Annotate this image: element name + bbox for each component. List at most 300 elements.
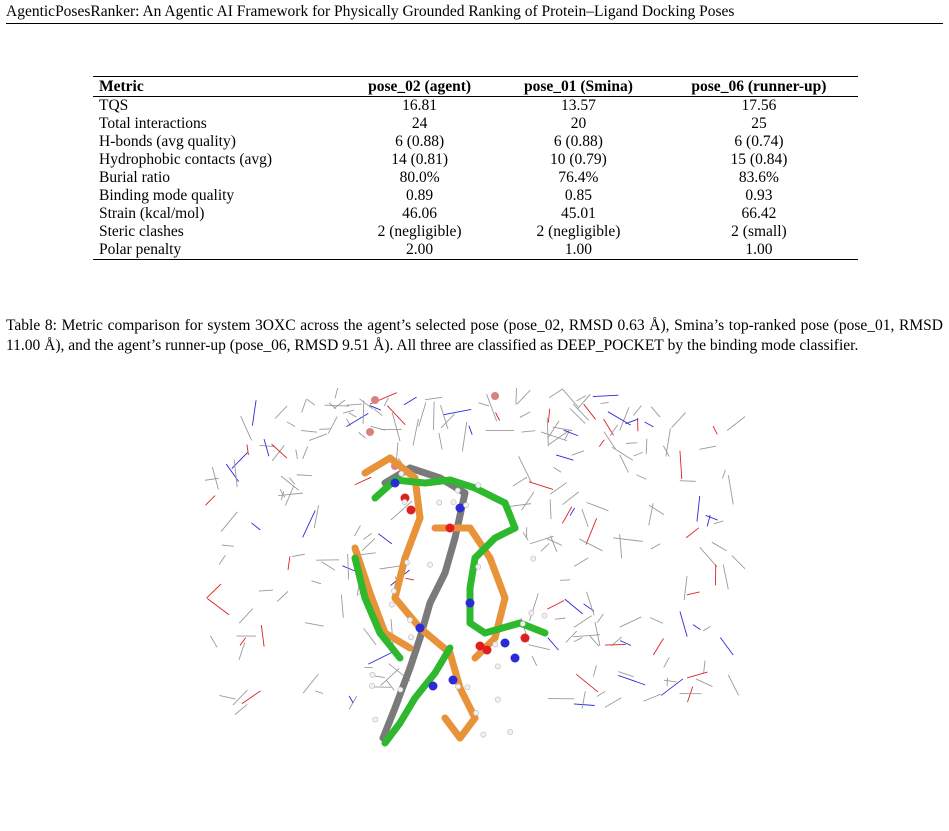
protein-bond <box>697 496 700 522</box>
agent-pose-bond <box>435 648 450 673</box>
protein-bond <box>528 645 549 650</box>
protein-bond <box>590 636 599 646</box>
water-molecule <box>371 396 379 404</box>
protein-bond <box>645 422 654 427</box>
ligand-hydrogen <box>373 717 378 722</box>
protein-bond <box>626 443 637 444</box>
protein-bond <box>550 483 566 495</box>
protein-bond <box>723 565 728 590</box>
ligand-hydrogen <box>369 683 374 688</box>
protein-bond <box>728 475 733 504</box>
protein-bond <box>728 675 738 695</box>
protein-bond <box>355 477 371 485</box>
protein-bond <box>221 512 237 532</box>
protein-bond <box>565 599 583 614</box>
table-row <box>93 115 858 133</box>
table-cell: 46.06 <box>402 205 438 222</box>
protein-bond <box>292 554 305 556</box>
protein-bond <box>704 661 705 674</box>
protein-bond <box>732 556 745 576</box>
protein-bond <box>643 694 661 701</box>
ligand-hydrogen <box>465 685 470 690</box>
table-cell: 6 (0.88) <box>395 133 445 150</box>
protein-bond <box>696 679 713 687</box>
ligand-hydrogen <box>476 564 481 569</box>
protein-bond <box>301 430 317 432</box>
protein-bond <box>328 417 337 434</box>
protein-bond <box>285 486 293 506</box>
table-cell: 24 <box>411 115 428 132</box>
table-cell: 14 (0.81) <box>391 151 449 168</box>
column-header: pose_06 (runner-up) <box>660 77 858 97</box>
ligand-heteroatom <box>407 506 416 515</box>
table-row <box>93 205 858 223</box>
protein-bond <box>354 526 360 537</box>
protein-bond <box>387 406 405 425</box>
protein-bond <box>574 616 592 628</box>
protein-bond <box>620 617 642 627</box>
protein-bond <box>620 455 629 473</box>
protein-bond <box>272 444 287 458</box>
docking-pose-figure <box>205 388 745 788</box>
protein-bond <box>413 419 418 446</box>
table-cell: Polar penalty <box>99 241 182 258</box>
protein-bond <box>593 395 619 396</box>
protein-bond <box>693 625 700 630</box>
ligand-heteroatom <box>521 634 530 643</box>
protein-bond <box>587 502 609 510</box>
protein-bond <box>586 592 594 616</box>
protein-bond <box>664 657 670 667</box>
protein-bond <box>296 450 298 459</box>
column-header: pose_01 (Smina) <box>497 77 660 97</box>
smina-pose-bond <box>395 598 420 628</box>
protein-bond <box>530 593 539 621</box>
protein-bond <box>593 665 596 676</box>
protein-bond <box>312 581 321 584</box>
ligand-hydrogen <box>404 560 409 565</box>
ligand-hydrogen <box>398 687 403 692</box>
caption-text: Table 8: Metric comparison for system 3OXC across the agent’s selected pose (pose_02, RMSD 0.63 Å), Smina’s top-ranked pose (pose_01, RMSD 11.00 Å), and the agent’s runner-up (pose_06, RMSD 9.51 Å). All three are classified as <box>6 317 943 354</box>
ligand-hydrogen <box>437 500 442 505</box>
protein-bond <box>605 698 621 708</box>
protein-bond <box>706 515 718 520</box>
agent-pose-bond <box>400 698 415 723</box>
ligand-heteroatom <box>466 599 475 608</box>
smina-pose-bond <box>490 558 505 598</box>
protein-bond <box>241 416 252 440</box>
protein-bond <box>612 447 633 460</box>
protein-bond <box>297 475 312 476</box>
protein-bond <box>573 635 600 637</box>
protein-bond <box>405 578 414 580</box>
protein-bond <box>334 400 345 408</box>
protein-bond <box>650 617 663 623</box>
protein-bond <box>513 477 527 486</box>
protein-bond <box>226 464 239 482</box>
protein-bond <box>597 614 603 623</box>
protein-bond <box>570 408 585 423</box>
protein-bond <box>314 505 318 528</box>
protein-bond <box>548 638 559 650</box>
agent-pose-bond <box>395 480 425 483</box>
protein-bond <box>634 452 643 456</box>
table-cell: 13.57 <box>561 97 596 114</box>
protein-bond <box>703 626 710 630</box>
protein-bond <box>307 399 315 405</box>
protein-bond <box>548 409 549 423</box>
table-cell: Total interactions <box>99 115 207 132</box>
protein-bond <box>700 547 717 567</box>
table-cell: 45.01 <box>561 205 596 222</box>
protein-bond <box>303 447 308 459</box>
ligand-hydrogen <box>520 621 525 626</box>
protein-bond <box>714 521 724 524</box>
metric-comparison-table <box>93 76 858 260</box>
protein-bond <box>713 426 717 434</box>
protein-bond <box>556 455 573 460</box>
protein-bond <box>582 691 585 708</box>
protein-bond <box>264 439 269 456</box>
table-caption <box>6 316 943 356</box>
table-cell: 25 <box>751 115 767 132</box>
protein-bond <box>664 680 677 682</box>
protein-bond <box>680 481 696 482</box>
protein-bond <box>384 398 388 406</box>
protein-bond <box>646 439 647 455</box>
agent-pose-bond <box>470 558 475 588</box>
protein-bond <box>441 414 455 428</box>
protein-bond <box>547 539 562 546</box>
protein-bond <box>219 555 225 564</box>
protein-bond <box>541 543 549 551</box>
agent-pose-bond <box>425 480 450 483</box>
smina-pose-bond <box>460 688 475 718</box>
protein-bond <box>720 638 733 655</box>
protein-bond <box>259 590 273 591</box>
table-cell: Strain (kcal/mol) <box>99 205 205 222</box>
protein-bond <box>346 404 361 405</box>
protein-bond <box>272 445 284 460</box>
ligand-hydrogen <box>391 588 396 593</box>
protein-bond <box>687 592 700 595</box>
column-header: Metric <box>93 77 342 97</box>
protein-bond <box>247 444 248 455</box>
table-cell: 2.00 <box>406 241 434 258</box>
protein-bond <box>207 599 229 615</box>
protein-bond <box>419 402 426 426</box>
protein-bond <box>404 397 417 405</box>
ligand-heteroatom <box>429 682 438 691</box>
table-cell: Burial ratio <box>99 169 171 186</box>
protein-bond <box>378 534 391 544</box>
agent-pose-bond <box>485 623 520 633</box>
protein-bond <box>582 509 588 527</box>
table-cell: 2 (small) <box>731 223 787 240</box>
protein-bond <box>309 434 327 441</box>
table-row <box>93 169 858 187</box>
protein-bond <box>397 442 398 459</box>
water-molecule <box>366 428 374 436</box>
protein-bond <box>433 402 434 430</box>
table-row <box>93 97 858 116</box>
ligand-hydrogen <box>389 602 394 607</box>
protein-bond <box>303 510 316 537</box>
protein-bond <box>520 412 531 418</box>
protein-bond <box>572 451 584 455</box>
protein-bond <box>363 401 364 424</box>
protein-bond <box>219 695 235 699</box>
protein-bond <box>363 533 371 539</box>
table-cell: 1.00 <box>745 241 773 258</box>
protein-bond <box>210 636 217 648</box>
smina-pose-bond <box>365 458 390 473</box>
ligand-heteroatom <box>511 654 520 663</box>
protein-bond <box>620 407 629 430</box>
protein-bond <box>684 576 687 600</box>
agent-pose-bond <box>505 503 515 528</box>
protein-bond <box>560 580 570 581</box>
protein-bond <box>672 413 686 428</box>
protein-bond <box>517 390 530 404</box>
protein-bond <box>322 562 335 570</box>
protein-bond <box>574 638 582 642</box>
table-row <box>93 223 858 241</box>
ligand-hydrogen <box>456 684 461 689</box>
ligand-hydrogen <box>408 635 413 640</box>
ligand-heteroatom <box>416 624 425 633</box>
table-cell: 15 (0.84) <box>730 151 788 168</box>
table-header-row <box>93 77 858 97</box>
molecular-render <box>205 388 745 788</box>
caption-class-name: DEEP_POCKET <box>556 337 664 354</box>
protein-bond <box>252 523 261 530</box>
protein-bond <box>522 431 536 432</box>
protein-bond <box>562 389 578 407</box>
table-cell: 83.6% <box>738 169 779 186</box>
water-molecule <box>491 392 499 400</box>
ligand-hydrogen <box>427 562 432 567</box>
protein-bond <box>586 518 597 544</box>
table-cell: Hydrophobic contacts (avg) <box>99 151 273 168</box>
protein-bond <box>275 406 287 418</box>
protein-bond <box>722 470 725 479</box>
protein-bond <box>235 704 247 714</box>
runner-up-pose-bond <box>410 638 420 668</box>
ligand-heteroatom <box>449 676 458 685</box>
ligand-hydrogen <box>476 483 481 488</box>
protein-bond <box>686 528 699 538</box>
protein-bond <box>576 674 598 692</box>
protein-bond <box>727 412 745 430</box>
protein-bond <box>541 432 567 441</box>
running-header: AgenticPosesRanker: An Agentic AI Framework for Physically Grounded Ranking of Protein–Ligand Docking Poses <box>6 2 943 24</box>
protein-bond <box>392 413 400 441</box>
protein-bond <box>577 396 586 401</box>
table-row <box>93 187 858 205</box>
table-cell: 2 (negligible) <box>536 223 621 240</box>
table-cell: 66.42 <box>741 205 777 222</box>
protein-bond <box>362 538 375 550</box>
protein-bond <box>573 404 589 420</box>
protein-bond <box>287 422 295 427</box>
column-header: pose_02 (agent) <box>342 77 497 97</box>
protein-bond <box>261 625 264 647</box>
table-cell: 0.89 <box>406 187 434 204</box>
ligand-hydrogen <box>407 617 412 622</box>
table-cell: 17.56 <box>741 97 777 114</box>
table-row <box>93 241 858 260</box>
protein-bond <box>348 554 349 580</box>
agent-pose-bond <box>475 488 505 503</box>
table-cell: 16.81 <box>402 97 438 114</box>
protein-bond <box>579 539 602 551</box>
smina-pose-bond <box>460 718 475 738</box>
protein-bond <box>259 445 274 446</box>
ligand-hydrogen <box>481 732 486 737</box>
table-cell: 0.85 <box>564 187 592 204</box>
protein-bond <box>335 388 340 398</box>
table-cell: 6 (0.88) <box>553 133 603 150</box>
table-cell: 6 (0.74) <box>734 133 784 150</box>
table-cell: 20 <box>570 115 587 132</box>
table-cell: Binding mode quality <box>99 187 235 204</box>
protein-bond <box>680 451 682 479</box>
protein-bond <box>637 475 647 479</box>
table-cell: 76.4% <box>558 169 599 186</box>
table-cell: H-bonds (avg quality) <box>99 133 236 150</box>
protein-bond <box>516 388 517 404</box>
protein-bond <box>315 691 323 694</box>
ligand-hydrogen <box>495 664 500 669</box>
protein-bond <box>605 644 626 645</box>
smina-pose-bond <box>445 718 460 738</box>
protein-bond <box>562 492 578 505</box>
ligand-heteroatom <box>501 639 510 648</box>
protein-bond <box>620 534 622 558</box>
table-cell: TQS <box>99 97 129 114</box>
protein-bond <box>319 429 330 430</box>
protein-bond <box>529 482 553 490</box>
table-row <box>93 151 858 169</box>
protein-bond <box>651 407 660 417</box>
protein-bond <box>303 674 318 693</box>
protein-bond <box>608 412 631 425</box>
runner-up-pose-bond <box>430 573 445 603</box>
protein-bond <box>374 676 385 678</box>
protein-bond <box>207 584 221 598</box>
protein-bond <box>277 591 288 601</box>
protein-bond <box>386 680 394 690</box>
ligand-hydrogen <box>542 613 547 618</box>
ligand-hydrogen <box>508 729 513 734</box>
protein-bond <box>222 545 234 546</box>
ligand-heteroatom <box>483 646 492 655</box>
protein-bond <box>699 446 715 449</box>
protein-bond <box>343 410 354 413</box>
ligand-hydrogen <box>455 488 460 493</box>
table-cell: 10 (0.79) <box>550 151 607 168</box>
protein-bond <box>532 656 537 666</box>
protein-bond <box>687 686 692 702</box>
protein-bond <box>550 536 556 552</box>
protein-bond <box>364 628 377 645</box>
protein-bond <box>554 467 562 472</box>
smina-pose-bond <box>405 518 420 558</box>
ligand-hydrogen <box>399 471 404 476</box>
protein-bond <box>341 595 343 618</box>
table-cell: 80.0% <box>399 169 440 186</box>
ligand-heteroatom <box>446 524 455 533</box>
protein-bond <box>305 623 324 626</box>
protein-bond <box>240 638 246 646</box>
protein-bond <box>687 672 707 678</box>
protein-bond <box>604 432 615 449</box>
protein-bond <box>349 413 357 418</box>
protein-bond <box>443 409 471 414</box>
table-row <box>93 133 858 151</box>
protein-bond <box>597 691 605 696</box>
protein-bond <box>288 556 290 570</box>
ligand-hydrogen <box>531 556 536 561</box>
protein-bond <box>469 426 472 435</box>
protein-bond <box>712 542 727 551</box>
protein-bond <box>478 403 488 406</box>
ligand-hydrogen <box>463 503 468 508</box>
table-cell: 1.00 <box>564 241 592 258</box>
ligand-hydrogen <box>451 500 456 505</box>
protein-bond <box>549 389 562 398</box>
ligand-heteroatom <box>391 479 400 488</box>
protein-bond <box>550 499 551 519</box>
protein-bond <box>601 403 609 404</box>
protein-bond <box>425 397 442 399</box>
table-cell: 0.93 <box>745 187 773 204</box>
caption-text-end: by the binding mode classifier. <box>663 337 859 354</box>
protein-bond <box>599 440 604 447</box>
protein-bond <box>349 696 353 703</box>
protein-bond <box>666 428 671 456</box>
protein-bond <box>653 639 663 656</box>
ligand-hydrogen <box>529 610 534 615</box>
protein-bond <box>440 405 448 429</box>
ligand-hydrogen <box>402 499 407 504</box>
table-cell: Steric clashes <box>99 223 184 240</box>
protein-bond <box>651 544 660 549</box>
protein-bond <box>522 492 534 510</box>
ligand-hydrogen <box>493 642 498 647</box>
protein-bond <box>205 496 215 506</box>
protein-bond <box>302 400 307 413</box>
protein-bond <box>523 532 528 540</box>
table-cell: 2 (negligible) <box>377 223 462 240</box>
protein-bond <box>610 425 618 436</box>
protein-bond <box>439 433 442 450</box>
protein-bond <box>574 704 595 706</box>
protein-bond <box>547 600 564 609</box>
protein-bond <box>555 618 565 619</box>
protein-bond <box>618 675 645 684</box>
protein-bond <box>346 413 368 426</box>
protein-bond <box>462 422 466 451</box>
protein-bond <box>368 652 392 664</box>
ligand-hydrogen <box>370 672 375 677</box>
protein-bond <box>359 432 366 438</box>
protein-bond <box>252 400 256 425</box>
protein-bond <box>233 690 248 705</box>
protein-bond <box>574 558 588 567</box>
protein-bond <box>613 538 643 542</box>
